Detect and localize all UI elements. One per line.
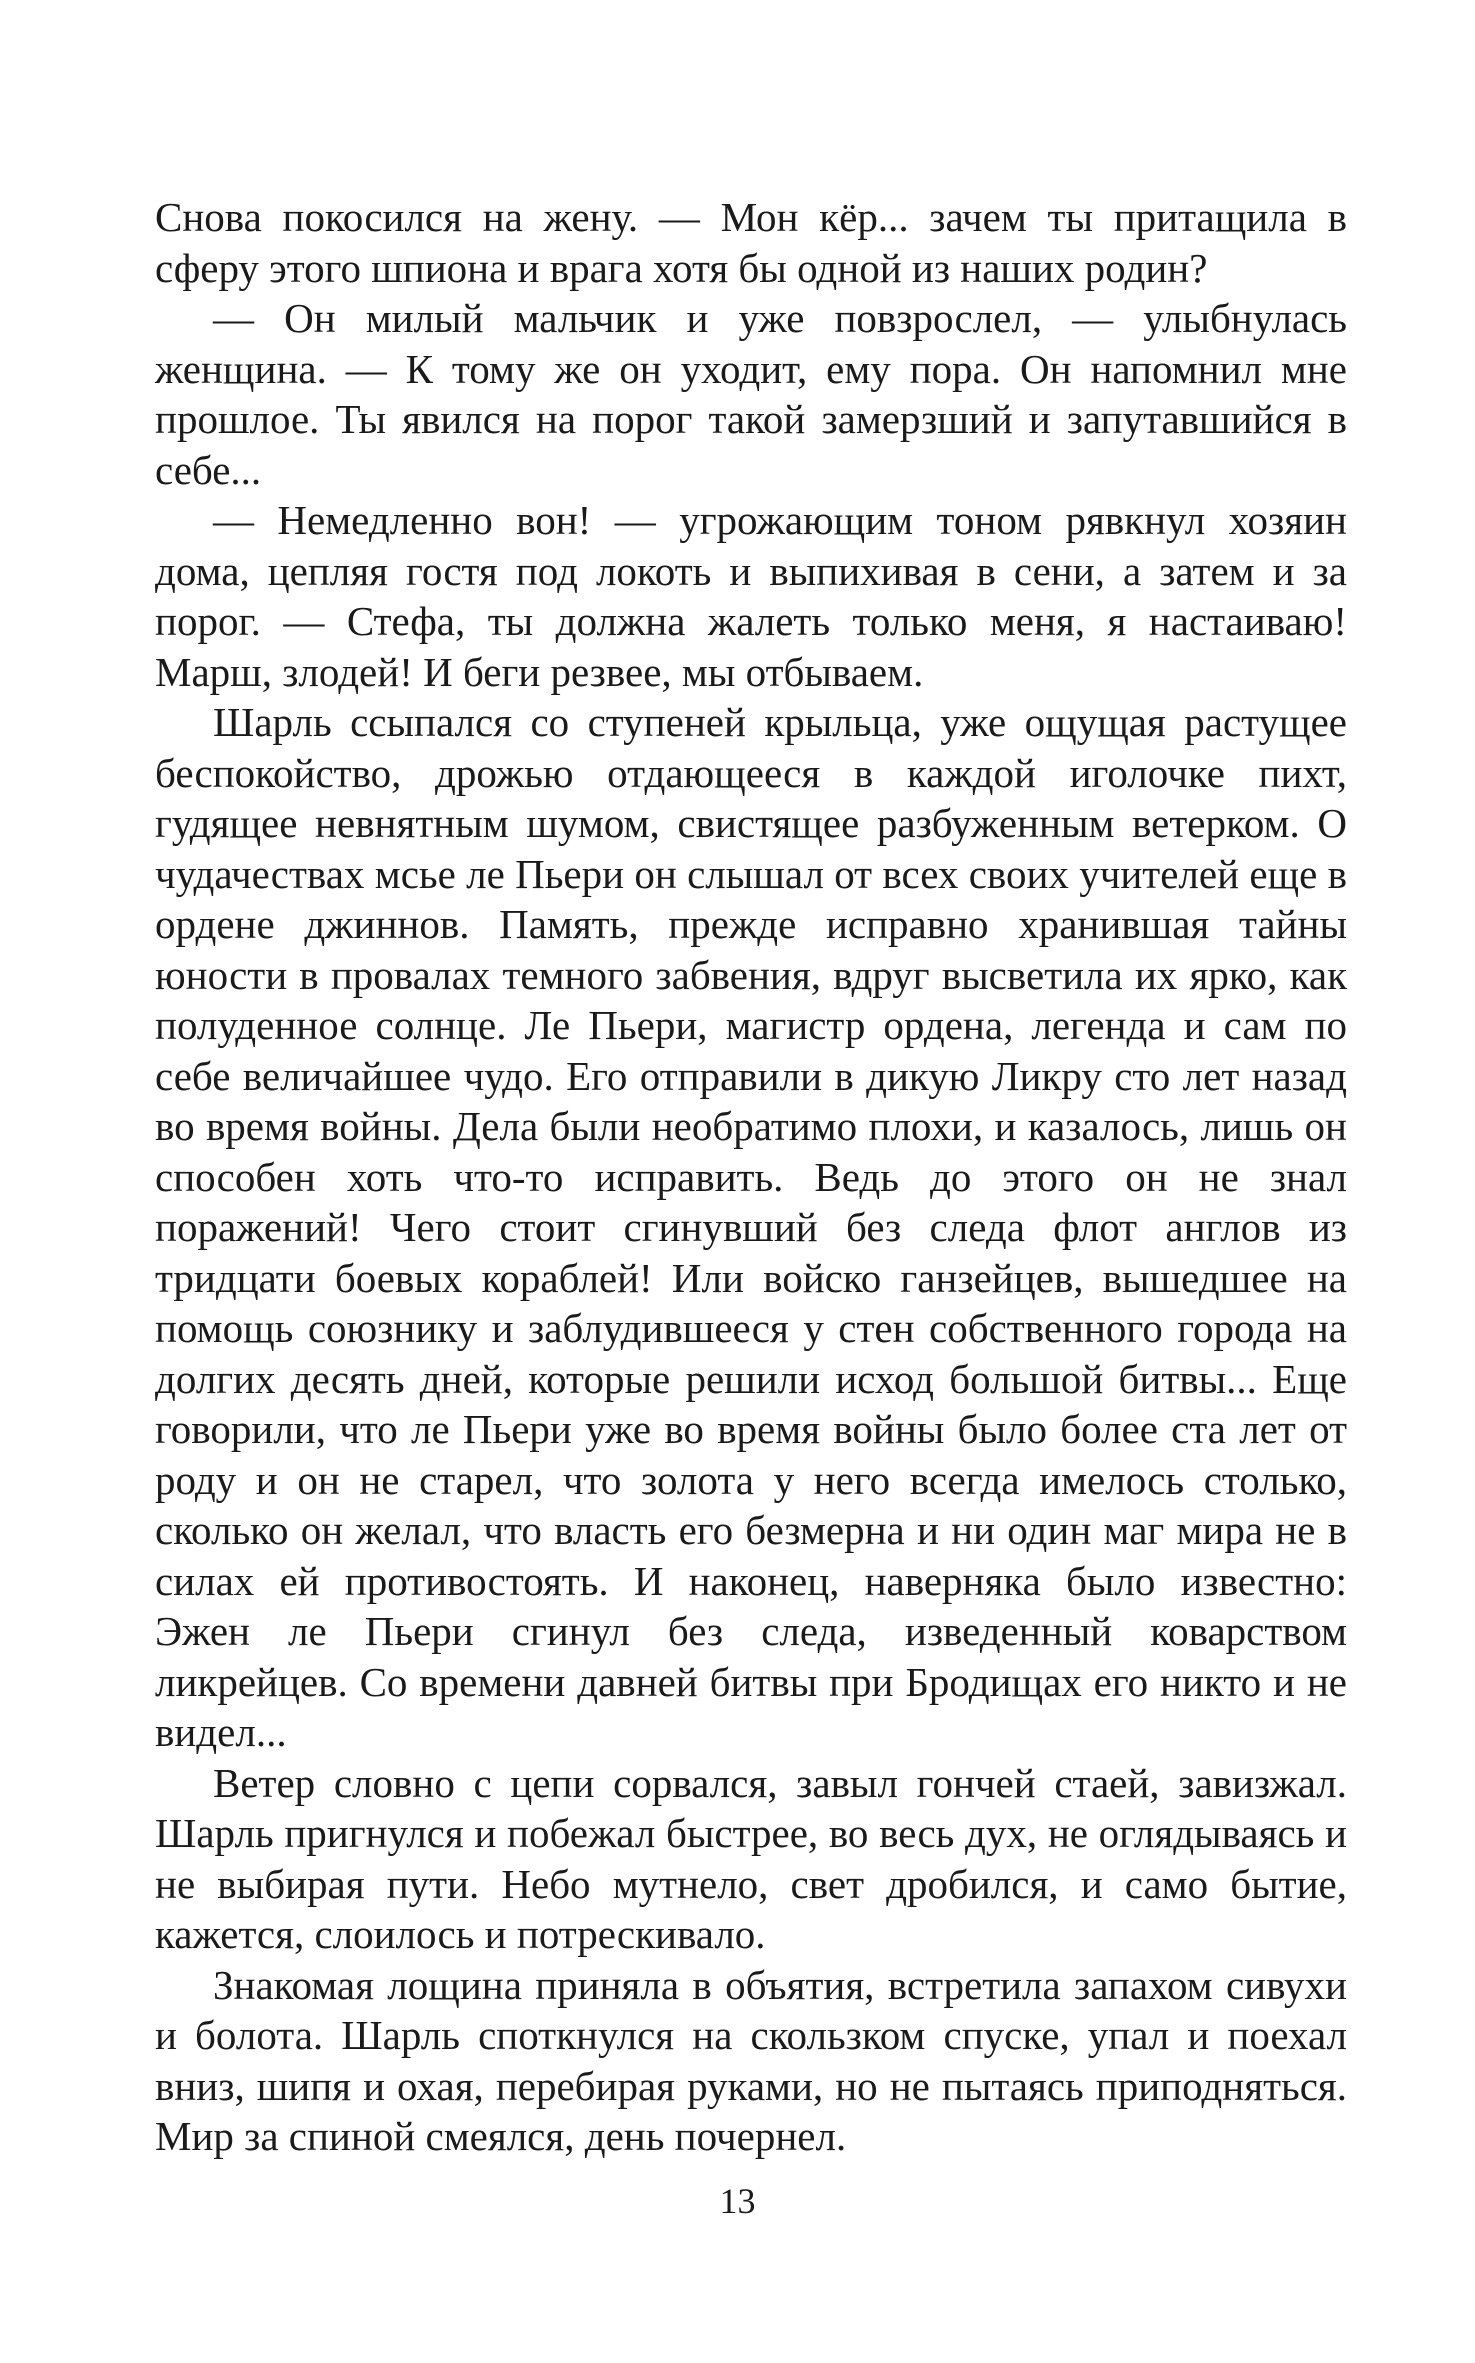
paragraph-5: Ветер словно с цепи сорвался, завыл гончей стаей, завизжал. Шарль пригнулся и побежал быстрее, во весь дух, не оглядываясь и не выбирая пути. Небо мутнело, свет дробился, и само бытие, кажется, слоилось и потрескивало.: [155, 1759, 1347, 1957]
paragraph-6: Знакомая лощина приняла в объятия, встретила запахом сивухи и болота. Шарль споткнулся на скользком спуске, упал и поехал вниз, шипя и охая, перебирая руками, но не пытаясь приподняться. Мир за спиной смеялся, день почернел.: [155, 1961, 1347, 2159]
body-text: [155, 192, 1347, 2162]
paragraph-3: — Немедленно вон! — угрожающим тоном рявкнул хозяин дома, цепляя гостя под локоть и выпихивая в сени, а затем и за порог. — Стефа, ты должна жалеть только меня, я настаиваю! Марш, злодей! И беги резвее, мы отбываем.: [155, 497, 1347, 695]
paragraph-4: Шарль ссыпался со ступеней крыльца, уже ощущая растущее беспокойство, дрожью отдающееся в каждой иголочке пихт, гудящее невнятным шумом, свистящее разбуженным ветерком. О чудачествах мсье ле Пьери он слышал от всех своих учителей еще в ордене джиннов. Память, прежде исправно хранившая тайны юности в провалах темного забвения, вдруг высветила их ярко, как полуденное солнце. Ле Пьери, магистр ордена, легенда и сам по себе величайшее чудо. Его отправили в дикую Ликру сто лет назад во время войны. Дела были необратимо плохи, и казалось, лишь он способен хоть что-то исправить. Ведь до этого он не знал поражений! Чего стоит сгинувший без следа флот англов из тридцати боевых кораблей! Или войско ганзейцев, вышедшее на помощь союзнику и заблудившееся у стен собственного города на долгих десять дней, которые решили исход большой битвы... Еще говорили, что ле Пьери уже во время войны было более ста лет от роду и он не старел, что золота у него всегда имелось столько, сколько он желал, что власть его безмерна и ни один маг мира не в силах ей противостоять. И наконец, наверняка было известно: Эжен ле Пьери сгинул без следа, изведенный коварством ликрейцев. Со времени давней битвы при Бродищах его никто и не видел...: [155, 699, 1347, 1755]
paragraph-1: Снова покосился на жену. — Мон кёр... зачем ты притащила в сферу этого шпиона и врага хотя бы одной из наших родин?: [155, 194, 1347, 291]
paragraph-2: — Он милый мальчик и уже повзрослел, — улыбнулась женщина. — К тому же он уходит, ему пора. Он напомнил мне прошлое. Ты явился на порог такой замерзший и запутавшийся в себе...: [155, 295, 1347, 493]
page-number: 13: [719, 2181, 756, 2221]
